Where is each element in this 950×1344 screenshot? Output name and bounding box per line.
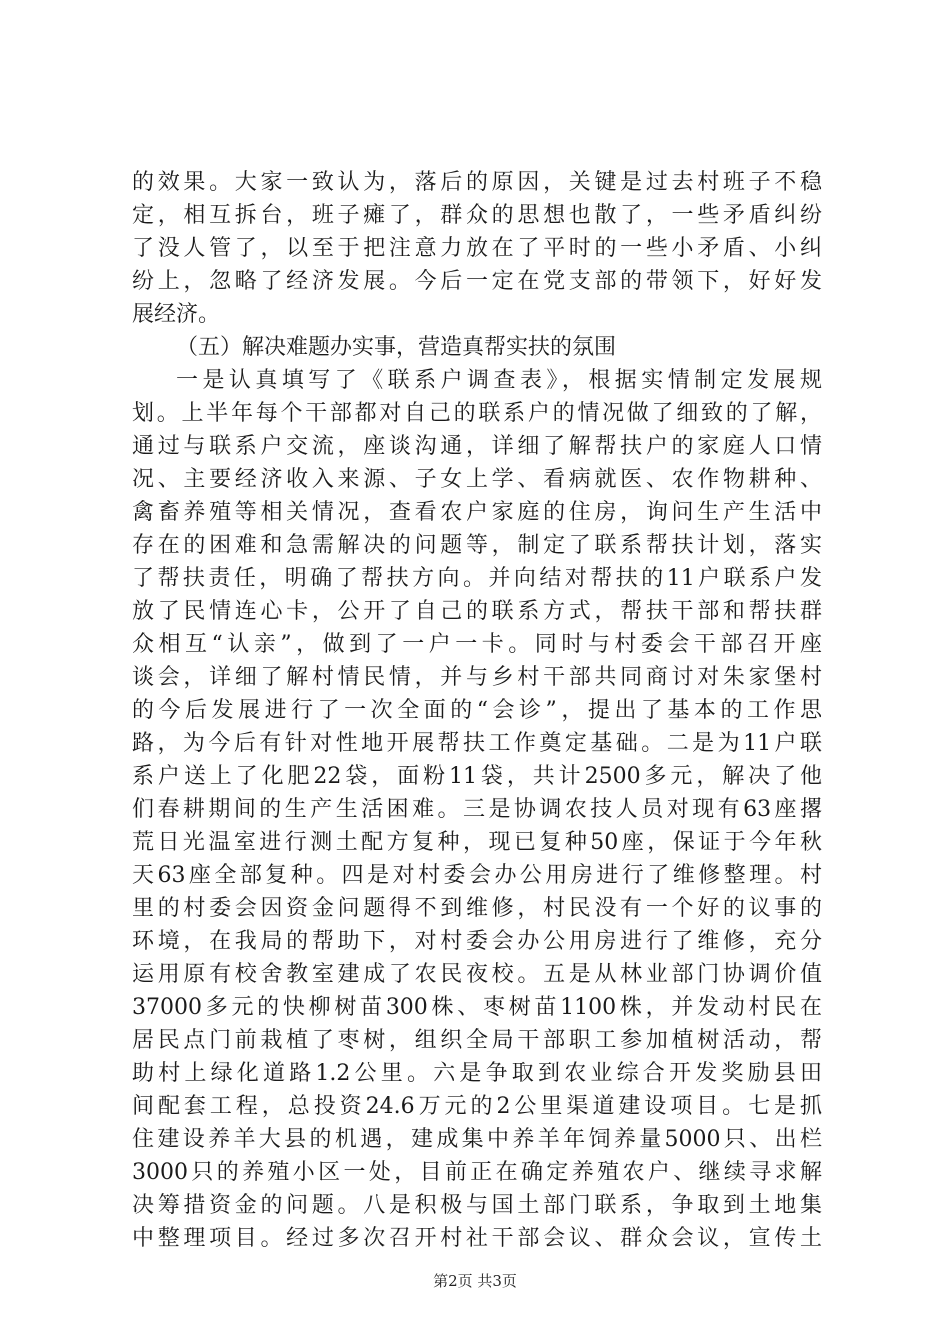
text-line: 谈会，详细了解村情民情，并与乡村干部共同商讨对朱家堡村 xyxy=(132,665,822,690)
page-number-footer: 第2页 共3页 xyxy=(433,1272,517,1290)
text-line: 了帮扶责任，明确了帮扶方向。并向结对帮扶的11户联系户发 xyxy=(132,566,822,591)
body-text xyxy=(132,166,822,1255)
text-line: 中整理项目。经过多次召开村社干部会议、群众会议，宣传土 xyxy=(132,1226,822,1251)
text-line: 划。上半年每个干部都对自己的联系户的情况做了细致的了解， xyxy=(132,401,822,426)
text-line: 众相互“认亲”，做到了一户一卡。同时与村委会干部召开座 xyxy=(132,632,822,657)
text-line: 里的村委会因资金问题得不到维修，村民没有一个好的议事的 xyxy=(132,896,822,921)
text-line: 路，为今后有针对性地开展帮扶工作奠定基础。二是为11户联 xyxy=(132,731,822,756)
text-line: 况、主要经济收入来源、子女上学、看病就医、农作物耕种、 xyxy=(132,467,822,492)
text-line: 的今后发展进行了一次全面的“会诊”，提出了基本的工作思 xyxy=(132,698,822,723)
text-line: 纷上，忽略了经济发展。今后一定在党支部的带领下，好好发 xyxy=(132,269,822,294)
text-line: 居民点门前栽植了枣树，组织全局干部职工参加植树活动，帮 xyxy=(132,1028,822,1053)
text-line: 定，相互拆台，班子瘫了，群众的思想也散了，一些矛盾纠纷 xyxy=(132,203,822,228)
text-line: 住建设养羊大县的机遇，建成集中养羊年饲养量5000只、出栏 xyxy=(132,1127,822,1152)
text-line: 禽畜养殖等相关情况，查看农户家庭的住房，询问生产生活中 xyxy=(132,500,822,525)
text-line: 决筹措资金的问题。八是积极与国土部门联系，争取到土地集 xyxy=(132,1193,822,1218)
text-line: 天63座全部复种。四是对村委会办公用房进行了维修整理。村 xyxy=(132,863,822,888)
text-line: 展经济。 xyxy=(132,302,221,327)
text-line: 荒日光温室进行测土配方复种，现已复种50座，保证于今年秋 xyxy=(132,830,822,855)
text-line: 助村上绿化道路1.2公里。六是争取到农业综合开发奖励县田 xyxy=(132,1061,822,1086)
text-line: 通过与联系户交流，座谈沟通，详细了解帮扶户的家庭人口情 xyxy=(132,434,822,459)
text-line: 37000多元的快柳树苗300株、枣树苗1100株，并发动村民在 xyxy=(132,995,822,1020)
text-line: 放了民情连心卡，公开了自己的联系方式，帮扶干部和帮扶群 xyxy=(132,599,822,624)
text-line: 3000只的养殖小区一处，目前正在确定养殖农户、继续寻求解 xyxy=(132,1160,822,1185)
section-heading: （五）解决难题办实事，营造真帮实扶的氛围 xyxy=(176,335,617,360)
text-line: 存在的困难和急需解决的问题等，制定了联系帮扶计划，落实 xyxy=(132,533,822,558)
text-line: 们春耕期间的生产生活困难。三是协调农技人员对现有63座撂 xyxy=(132,797,822,822)
text-line: 系户送上了化肥22袋，面粉11袋，共计2500多元，解决了他 xyxy=(132,764,822,789)
text-line: 环境，在我局的帮助下，对村委会办公用房进行了维修，充分 xyxy=(132,929,822,954)
text-line: 运用原有校舍教室建成了农民夜校。五是从林业部门协调价值 xyxy=(132,962,822,987)
text-line: 间配套工程，总投资24.6万元的2公里渠道建设项目。七是抓 xyxy=(132,1094,822,1119)
paragraph-first-line: 一是认真填写了《联系户调查表》，根据实情制定发展规 xyxy=(176,368,822,393)
text-line: 了没人管了，以至于把注意力放在了平时的一些小矛盾、小纠 xyxy=(132,236,822,261)
text-line: 的效果。大家一致认为，落后的原因，关键是过去村班子不稳 xyxy=(132,170,822,195)
